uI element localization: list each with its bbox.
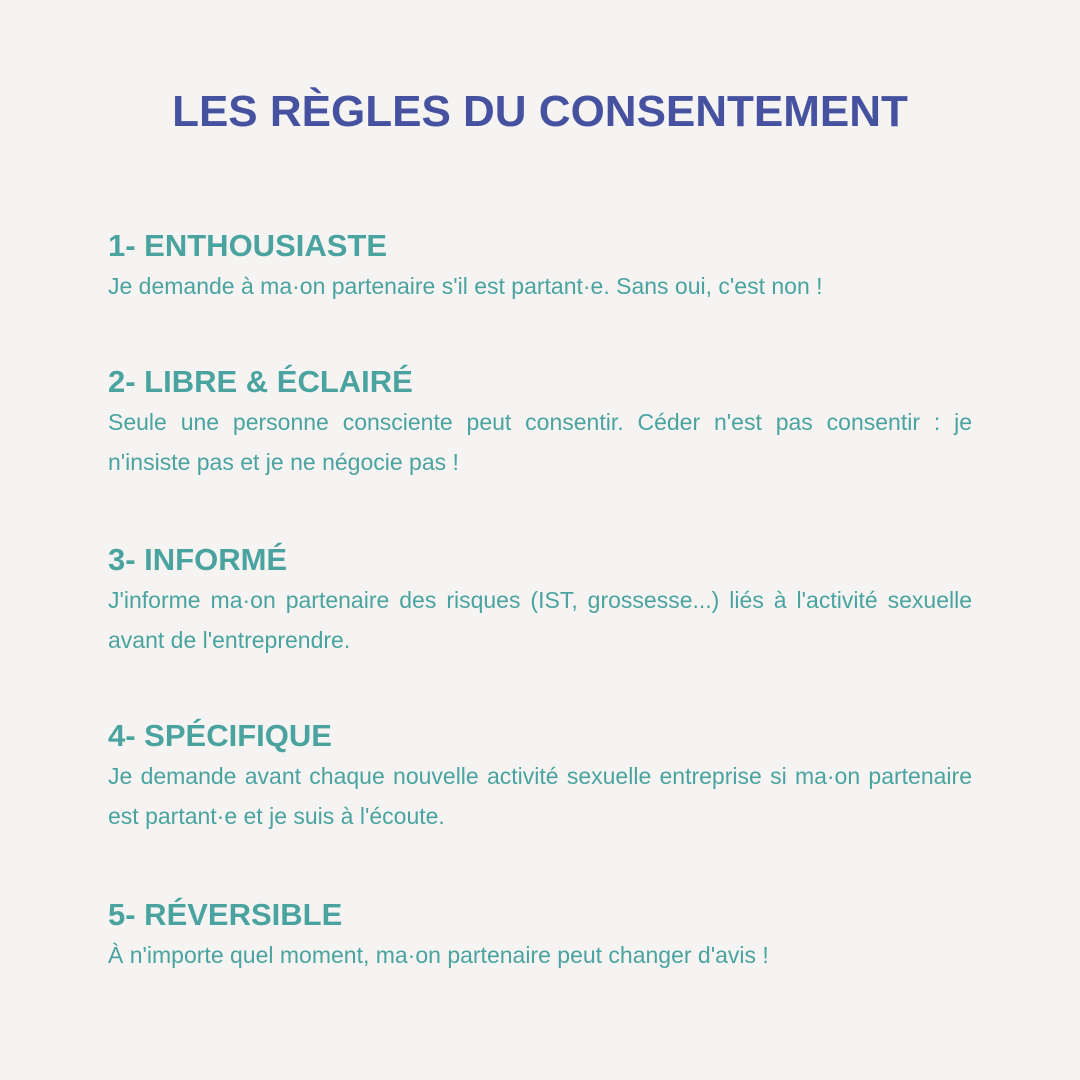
rule-text: Je demande à ma·on partenaire s'il est partant·e. Sans oui, c'est non ! (108, 273, 823, 299)
rule-heading: 4- SPÉCIFIQUE (108, 718, 332, 753)
rule-text: J'informe ma·on partenaire des risques (IST, grossesse...) liés à l'activité sexuelle avant de l'entreprendre. (108, 587, 972, 653)
page-title: LES RÈGLES DU CONSENTEMENT (172, 87, 908, 136)
rule-heading: 3- INFORMÉ (108, 542, 288, 577)
rule-heading: 2- LIBRE & ÉCLAIRÉ (108, 364, 413, 399)
rule-reversible (108, 895, 972, 975)
rule-text: Seule une personne consciente peut consentir. Céder n'est pas consentir : je n'insiste pas et je ne négocie pas ! (108, 409, 972, 475)
rule-enthusiastic (108, 226, 972, 306)
rule-informed (108, 540, 972, 660)
rule-specific (108, 716, 972, 836)
rule-heading: 1- ENTHOUSIASTE (108, 228, 388, 263)
rule-text: À n'importe quel moment, ma·on partenaire peut changer d'avis ! (108, 942, 769, 968)
rule-heading: 5- RÉVERSIBLE (108, 897, 343, 932)
rule-free-informed (108, 362, 972, 482)
rule-text: Je demande avant chaque nouvelle activité sexuelle entreprise si ma·on partenaire est partant·e et je suis à l'écoute. (108, 763, 972, 829)
